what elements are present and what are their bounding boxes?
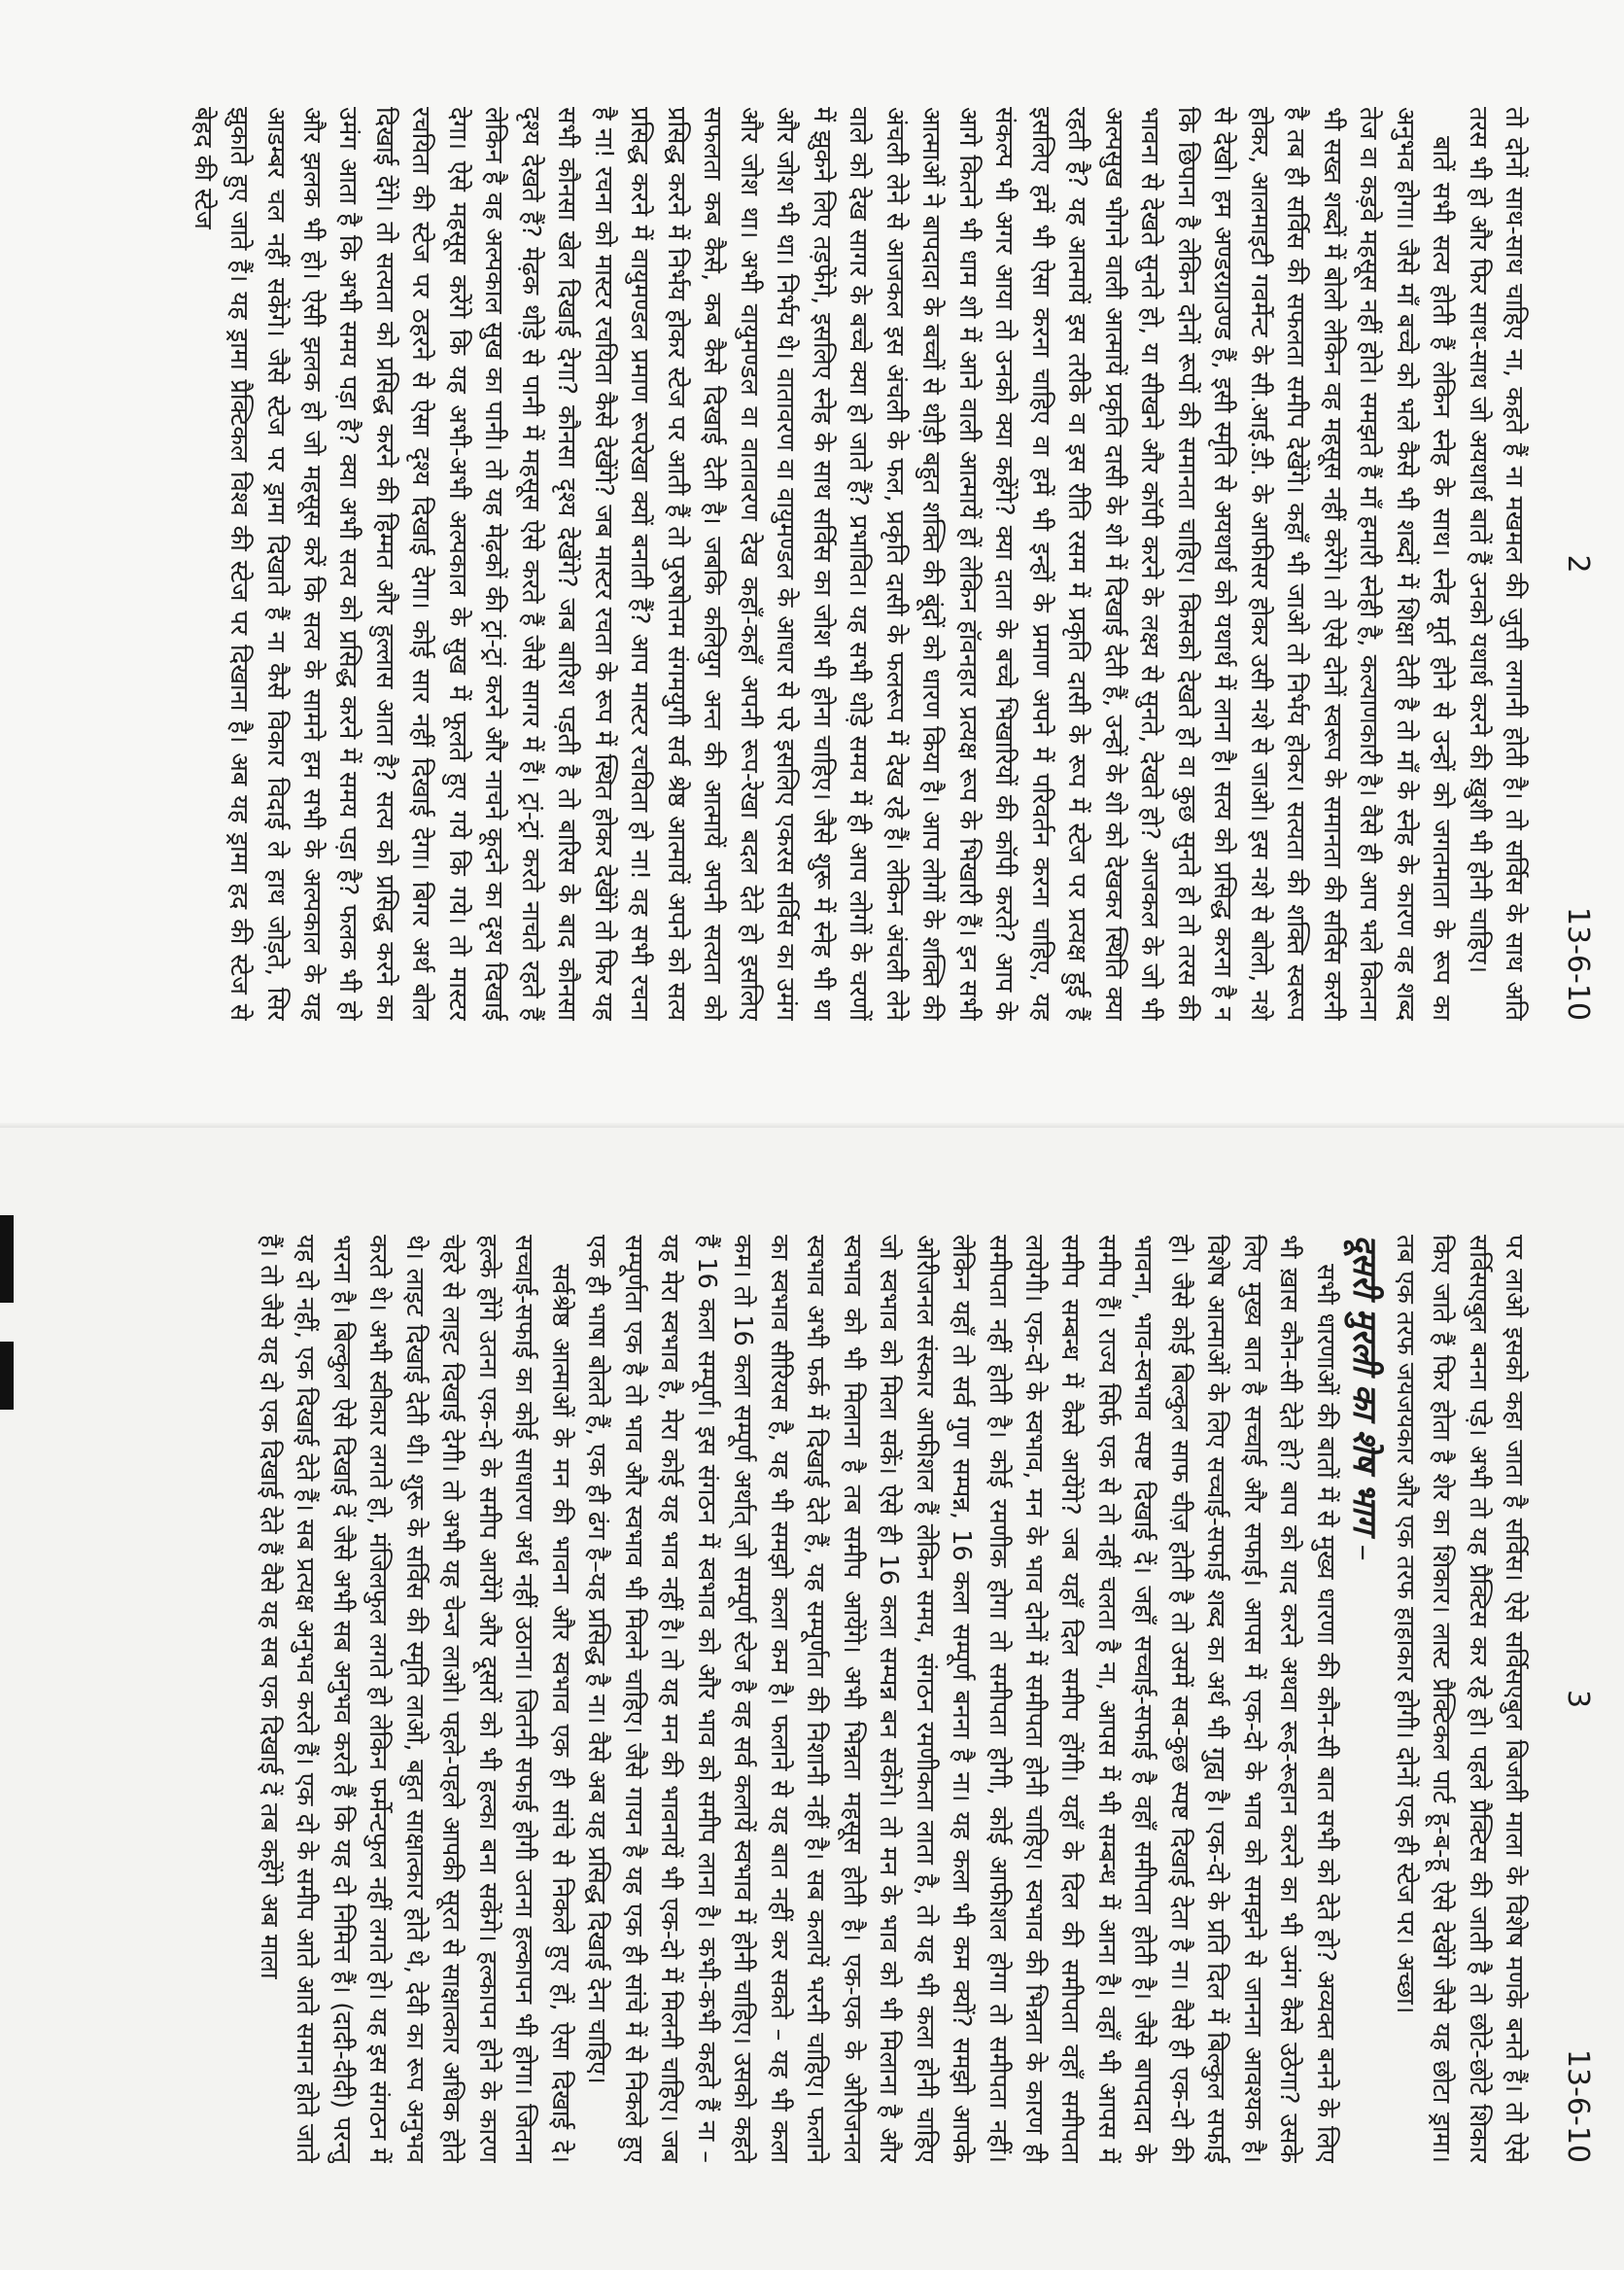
section-heading (1343, 1235, 1386, 2163)
section-heading-text: दूसरी मुरली का शेष भाग (1345, 1235, 1385, 1533)
page-number: 3 (1561, 1689, 1595, 1709)
section-heading-dash: – (1345, 1544, 1385, 1561)
paragraph: सर्वश्रेष्ठ आत्माओं के मन की भावना और स्वभाव एक ही सांचे से निकले हुए हों, ऐसा दिखाई दे। सच्चाई-सफाई का कोई साधारण अर्थ नहीं उठाना। जितनी सफाई होगी उतना हल्कापन भी होगा। जितना हल्के होंगे उतना एक-दो के समीप आयेंगे और दूसरों को भी हल्का बना सकेंगे। हल्कापन होने के कारण चेहरे से लाइट दिखाई देगी। तो अभी यह चेन्ज लाओ। पहले-पहले आपकी सूरत से साक्षात्कार अधिक होते थे। लाइट दिखाई देती थी। शुरू के सर्विस की स्मृति लाओ, बहुत साक्षात्कार होते थे, देवी का रूप अनुभव करते थे। अभी स्वीकार लगते हो, मंजिलफुल लगते हो लेकिन फर्मेन्टफुल नहीं लगते हो। यह इस संगठन में भरना है। बिल्कुल ऐसे दिखाई दें जैसे अभी सब अनुभव करते हैं कि यह दो निमित्त हैं। (दादी-दीदी) परन्तु यह दो नहीं, एक दिखाई देते हैं। सब प्रत्यक्ष अनुभव करते हैं। एक दो के समीप आते आते समान होते जाते हैं। तो जैसे यह दो एक दिखाई देते हैं वैसे यह सब एक दिखाई दें तब कहेंगे अब माला (254, 1235, 575, 2163)
paragraph: पर लाओ इसको कहा जाता है सर्विस। ऐसे सर्विसएबुल बिजली माला के विशेष मणके बनते हैं। तो ऐसे सर्विसएबुल बनना पड़े। अभी तो यह प्रैक्टिस कर रहे हो। पहले प्रैक्टिस की जाती है तो छोटे-छोटे शिकार किए जाते हैं फिर होता है शेर का शिकार। लास्ट प्रैक्टिकल पार्ट हू-ब-हू ऐसे देखेंगे जैसे यह छोटा ड्रामा। तब एक तरफ जयजयकार और एक तरफ हाहाकार होगी। दोनों एक ही स्टेज पर। अच्छा। (1390, 1235, 1529, 2163)
page-body (39, 107, 1532, 1021)
paragraph: बातें सभी सत्य होती हैं लेकिन स्नेह के साथ। स्नेह मूर्त होने से उन्हों को जगतमाता के रूप का अनुभव होगा। जैसे माँ बच्चे को भले कैसे भी शब्दों में शिक्षा देती है तो माँ के स्नेह के कारण वह शब्द तेज वा कड़वे महसूस नहीं होते। समझते हैं माँ हमारी स्नेही है, कल्याणकारी है। वैसे ही आप भले कितना भी सख्त शब्दों में बोलो लेकिन वह महसूस नहीं करेंगे। तो ऐसे दोनों स्वरूप के समानता की सर्विस करनी है तब ही सर्विस की सफलता समीप देखेंगे। कहाँ भी जाओ तो निर्भय होकर। सत्यता की शक्ति स्वरूप होकर, आलमाइटी गवर्मेन्ट के सी.आई.डी. के आफीसर होकर उसी नशे से जाओ। इस नशे से बोलो, नशे से देखो। हम अण्डरग्राउण्ड हैं, इसी स्मृति से अयथार्थ को यथार्थ में लाना है। सत्य को प्रसिद्ध करना है न कि छिपाना है लेकिन दोनों रूपों की समानता चाहिए। किसको देखते हो वा कुछ सुनते हो तो तरस की भावना से देखते सुनते हो, या सीखने और कॉपी करने के लक्ष्य से सुनते, देखते हो? आजकल के जो भी अल्पसुख भोगने वाली आत्मायें प्रकृति दासी के शो में दिखाई देती हैं, उन्हों के शो को देखकर स्थिति क्या रहती है? यह आत्मायें इस तरीके वा इस रीति रसम में प्रकृति दासी के रूप में स्टेज पर प्रत्यक्ष हुई हैं इसलिए हमें भी ऐसा करना चाहिए वा हमें भी इन्हों के प्रमाण अपने में परिवर्तन करना चाहिए, यह संकल्प भी अगर आया तो उनको क्या कहेंगे? क्या दाता के बच्चे भिखारियों की कॉपी करते? आप के आगे कितने भी धाम शो में आने वाली आत्मायें हों लेकिन हॉवनहार प्रत्यक्ष रूप के भिखारी हैं। इन सभी आत्माओं ने बापदादा के बच्चों से थोड़ी बहुत शक्ति की बूंदों को धारण किया है। आप लोगों के शक्ति की अंचली लेने से आजकल इस अंचली के फल, प्रकृति दासी के फलरूप में देख रहे हैं। लेकिन अंचली लेने वाले को देख सागर के बच्चे क्या हो जाते हैं? प्रभावित। यह सभी थोड़े समय में ही आप लोगों के चरणों में झुकने लिए तड़फेंगे, इसलिए स्नेह के साथ सर्विस का जोश भी होना चाहिए। जैसे शुरू में स्नेह भी था और जोश भी था। निर्भय थे। वातावरण वा वायुमण्डल के आधार से परे इसलिए एकरस सर्विस का उमंग और जोश था। अभी वायुमण्डल वा वातावरण देख कहाँ-कहाँ अपनी रूप-रेखा बदल देते हो इसलिए सफलता कब कैसे, कब कैसे दिखाई देती है। जबकि कलियुग अन्त की आत्मायें अपनी सत्यता को प्रसिद्ध करने में निर्भय होकर स्टेज पर आती हैं तो पुरुषोत्तम संगमयुगी सर्व श्रेष्ठ आत्मायें अपने को सत्य प्रसिद्ध करने में वायुमण्डल प्रमाण रूपरेखा क्यों बनाती हैं? आप मास्टर रचयिता हो ना! वह सभी रचना है ना! रचना को मास्टर रचयिता कैसे देखेंगे? जब मास्टर रचता के रूप में स्थित होकर देखेंगे तो फिर यह सभी कौनसा खेल दिखाई देगा? कौनसा दृश्य देखेंगे? जब बारिश पड़ती है तो बारिस के बाद कौनसा दृश्य देखते हैं? मेढ़क थोड़े से पानी में महसूस ऐसे करते हैं जैसे सागर में हैं। ट्रां-ट्रां करते नाचते रहते हैं लेकिन है वह अल्पकाल सुख का पानी। तो यह मेढ़कों की ट्रां-ट्रां करने और नाचने कूदने का दृश्य दिखाई देगा। ऐसे महसूस करेंगे कि यह अभी-अभी अल्पकाल के सुख में फूलते हुए गये कि गये। तो मास्टर रचयिता की स्टेज पर ठहरने से ऐसा दृश्य दिखाई देगा। कोई सार नहीं दिखाई देगा। बिगर अर्थ बोल दिखाई देंगे। तो सत्यता को प्रसिद्ध करने की हिम्मत और हुल्लास आता है? सत्य को प्रसिद्ध करने का उमंग आता है कि अभी समय पड़ा है? क्या अभी सत्य को प्रसिद्ध करने में समय पड़ा है? फलक भी हो और झलक भी हो। ऐसी झलक हो जो महसूस करें कि सत्य के सामने हम सभी के अल्पकाल के यह आडम्बर चल नहीं सकेंगे। जैसे स्टेज पर ड्रामा दिखाते हैं ना कैसे विकार विदाई ले हाथ जोड़ते, सिर झुकाते हुए जाते हैं। यह ड्रामा प्रैक्टिकल विश्व की स्टेज पर दिखाना है। अब यह ड्रामा हद की स्टेज से बेहद की स्टेज (188, 107, 1457, 1021)
paragraph: सभी धारणाओं की बातों में से मुख्य धारणा की कौन-सी बात सभी को देते हो? अव्यक्त बनने के लिए भी ख़ास कौन-सी देते हो? बाप को याद करने अथवा रूह-रूहान करने का भी उमंग कैसे उठेगा? उसके लिए मुख्य बात है सच्चाई और सफाई। आपस में एक-दो के भाव को समझने से जानना आवश्यक है। विशेष आत्माओं के लिए सच्चाई-सफाई शब्द का अर्थ भी गुह्य है। एक-दो के प्रति दिल में बिल्कुल सफाई हो। जैसे कोई बिल्कुल साफ चीज़ होती है तो उसमें सब-कुछ स्पष्ट दिखाई देता है ना। वैसे ही एक-दो की भावना, भाव-स्वभाव स्पष्ट दिखाई दें। जहाँ सच्चाई-सफाई है वहाँ समीपता होती है। जैसे बापदादा के समीप हैं। राज्य सिर्फ एक से तो नहीं चलता है ना, आपस में भी सम्बन्ध में आना है। वहाँ भी आपस में समीप सम्बन्ध में कैसे आयेंगे? जब यहाँ दिल समीप होंगी। यहाँ के दिल की समीपता वहाँ समीपता लायेगी। एक-दो के स्वभाव, मन के भाव दोनों में समीपता होनी चाहिए। स्वभाव की भिन्नता के कारण ही समीपता नहीं होती है। कोई रमणीक होगा तो समीपता होगी, कोई आफीशल होगा तो समीपता नहीं। लेकिन यहाँ तो सर्व गुण सम्पन्न, 16 कला सम्पूर्ण बनना है ना। यह कला भी कम क्यों? समझो आपके ओरीजनल संस्कार आफीशल हैं लेकिन समय, संगठन रमणीकता लाता है, तो यह भी कला होनी चाहिए जो स्वभाव को मिला सकें। ऐसे ही 16 कला सम्पन्न बन सकेंगे। तो मन के भाव को भी मिलाना है और स्वभाव को भी मिलाना है तब समीप आयेंगे। अभी भिन्नता महसूस होती है। एक-एक के ओरीजनल स्वभाव अभी फर्क में दिखाई देते हैं, यह सम्पूर्णता की निशानी नहीं है। सब कलायें भरनी चाहिए। फलाने का स्वभाव सीरियस है, यह भी समझो कला कम है। फलाने से यह बात नहीं कर सकते – यह भी कला कम। तो 16 कला सम्पूर्ण अर्थात् जो सम्पूर्ण स्टेज है वह सर्व कलायें स्वभाव में होनी चाहिए। उसको कहते हैं 16 कला सम्पूर्ण। इस संगठन में स्वभाव को और भाव को समीप लाना है। कभी-कभी कहते हैं ना – यह मेरा स्वभाव है, मेरा कोई यह भाव नहीं है। तो यह मन की भावनायें भी एक-दो में मिलनी चाहिए। जब सम्पूर्णता एक है तो भाव और स्वभाव भी मिलने चाहिए। जैसे गायन है यह एक ही सांचे में से निकले हुए एक ही भाषा बोलते हैं, एक ही ढंग है–यह प्रसिद्ध है ना। वैसे अब यह प्रसिद्ध दिखाई देना चाहिए। (582, 1235, 1340, 2163)
page-body (39, 1235, 1532, 2163)
scan-edge-mark (0, 1342, 14, 1410)
page-date: 13-6-10 (1561, 906, 1595, 1021)
scan-edge-mark (0, 1215, 14, 1303)
page-number: 2 (1561, 554, 1595, 574)
page-left (0, 0, 1624, 1128)
page-right (0, 1128, 1624, 2270)
paragraph: तो दोनों साथ-साथ चाहिए ना, कहते हैं ना मखमल की जुत्ती लगानी होती है। तो सर्विस के साथ अति तरस भी हो और फिर साथ-साथ जो अयथार्थ बातें हैं उनको यथार्थ करने की ख़ुशी भी होनी चाहिए। (1463, 107, 1529, 1021)
page-header (1537, 1235, 1595, 2163)
page-date: 13-6-10 (1561, 2048, 1595, 2163)
page-header (1537, 107, 1595, 1021)
